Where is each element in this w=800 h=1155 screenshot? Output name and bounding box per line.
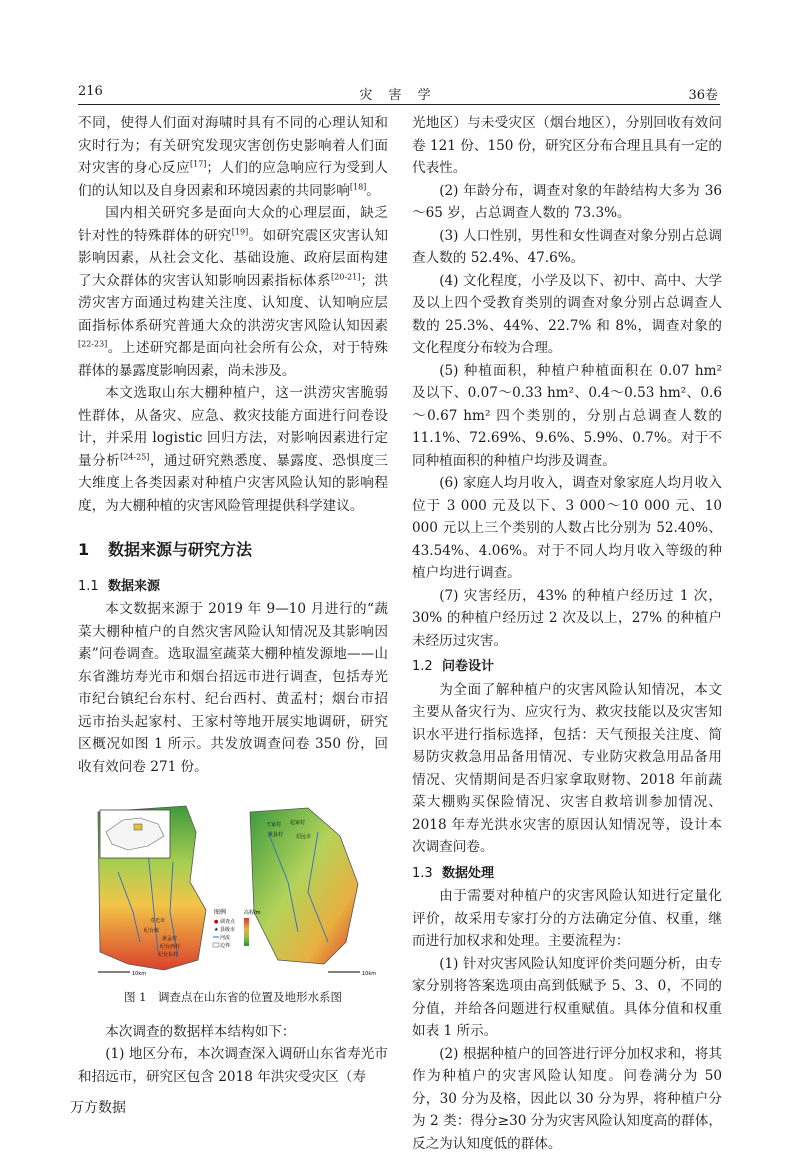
left-column — [78, 112, 388, 1088]
legend-item: 县级市 — [220, 926, 235, 933]
paragraph: 本文选取山东大棚种植户，这一洪涝灾害脆弱性群体，从备灾、应急、救灾技能方面进行问卷设计，并采用 logistic 回归方法，对影响因素进行定量分析[24-25]，通过研究熟悉度、暴露度、恐惧度三大维度上各类因素对种植户灾害风险认知的影响程度，为大棚种植的灾害风险管理提供科学建议。 — [78, 382, 388, 517]
running-header — [78, 84, 718, 106]
legend-item: 河流 — [220, 934, 230, 941]
journal-title: 灾 害 学 — [78, 84, 718, 103]
paragraph: 为全面了解种植户的灾害风险认知情况，本文主要从备灾行为、应灾行为、救灾技能以及灾害知识水平进行指标选择，包括：天气预报关注度、简易防灾救急用品备用情况、专业防灾救急用品备用情况、灾情期间是否归家拿取财物、2018 年前蔬菜大棚购买保险情况、灾害自救培训参加情况、2018 年寿光洪水灾害的原因认知情况等，设计本次调查问卷。 — [412, 679, 722, 859]
place-label: 招远市 — [296, 833, 311, 840]
scale-label: 10km — [362, 971, 376, 977]
paragraph: (3) 人口性别，男性和女性调查对象分别占总调查人数的 52.4%、47.6%。 — [412, 225, 722, 270]
place-label: 黄孟村 — [162, 935, 177, 942]
elevation-label: 高程/m — [244, 909, 261, 916]
place-label: 黄县村 — [268, 831, 283, 838]
place-label: 纪台西村 — [160, 943, 180, 950]
paragraph: 光地区）与未受灾区（烟台地区），分别回收有效问卷 121 份、150 份，研究区分布合理且具有一定的代表性。 — [412, 112, 722, 180]
paragraph: (2) 根据种植户的回答进行评分加权求和，将其作为种植户的灾害风险认知度。问卷满分为 50 分，30 分为及格，因此以 30 分为界，将种植户分为 2 类：得分≥30 分为灾害风险认知度高的群体，反之为认知度低的群体。 — [412, 1043, 722, 1155]
citation[interactable]: [24-25] — [120, 452, 149, 461]
paragraph: 由于需要对种植户的灾害风险认知进行定量化评价，故采用专家打分的方法确定分值、权重，继而进行加权求和处理。主要流程为： — [412, 885, 722, 953]
paragraph: (1) 针对灾害风险认知度评价类问题分析，由专家分别将答案选项由高到低赋予 5、3、0，不同的分值，并给各问题进行权重赋值。具体分值和权重如表 1 所示。 — [412, 953, 722, 1043]
paragraph: (7) 灾害经历，43% 的种植户经历过 1 次，30% 的种植户经历过 2 次及以上，27% 的种植户未经历过灾害。 — [412, 585, 722, 653]
citation[interactable]: [22-23] — [78, 339, 107, 348]
legend-item: 调查点 — [220, 918, 236, 925]
paragraph: (6) 家庭人均月收入，调查对象家庭人均月收入位于 3 000 元及以下、3 000～10 000 元、10 000 元以上三个类别的人数占比分别为 52.40%、43.54%、4.06%。对于不同人均月收入等级的种植户均进行调查。 — [412, 472, 722, 585]
zhaoyuan-map — [250, 808, 358, 964]
study-area-map — [78, 792, 388, 982]
right-column — [412, 112, 722, 1155]
figure-caption: 图 1 调查点在山东省的位置及地形水系图 — [78, 986, 388, 1009]
citation[interactable]: [17] — [190, 159, 206, 168]
figure-1 — [78, 792, 388, 982]
citation[interactable]: [20-21] — [331, 272, 360, 281]
figure-legend — [210, 906, 261, 952]
watermark: 万方数据 — [70, 1097, 126, 1117]
page-number: 216 — [78, 84, 103, 99]
paragraph: 本文数据来源于 2019 年 9—10 月进行的“蔬菜大棚种植户的自然灾害风险认知情况及其影响因素”问卷调查。选取温室蔬菜大棚种植发源地——山东省潍坊寿光市和烟台招远市进行调查，包括寿光市纪台镇纪台东村、纪台西村、黄孟村；烟台市招远市抬头起家村、王家村等地开展实地调研，研究区概况如图 1 所示。共发放调查问卷 350 份，回收有效问卷 271 份。 — [78, 598, 388, 778]
place-label: 王家村 — [266, 821, 281, 828]
place-label: 纪台镇 — [144, 927, 160, 934]
scale-label: 10km — [132, 971, 146, 977]
paragraph: 国内相关研究多是面向大众的心理层面，缺乏针对性的特殊群体的研究[19]。如研究震区灾害认知影响因素，从社会文化、基础设施、政府层面构建了大众群体的灾害认知影响因素指标体系[20-21]；洪涝灾害方面通过构建关注度、认知度、认知响应层面指标体系研究普通大众的洪涝灾害风险认知因素[22-23]。上述研究都是面向社会所有公众，对于特殊群体的暴露度影响因素，尚未涉及。 — [78, 202, 388, 382]
citation[interactable]: [19] — [232, 227, 248, 236]
paragraph: (4) 文化程度，小学及以下、初中、高中、大学及以上四个受教育类别的调查对象分别占总调查人数的 25.3%、44%、22.7% 和 8%，调查对象的文化程度分布较为合理。 — [412, 270, 722, 360]
paragraph: 本次调查的数据样本结构如下： — [78, 1021, 388, 1044]
subsection-heading: 1.2 问卷设计 — [412, 656, 722, 679]
header-rule — [78, 104, 720, 105]
paragraph: (2) 年龄分布，调查对象的年龄结构大多为 36 ～65 岁，占总调查人数的 73.3%。 — [412, 180, 722, 225]
legend-item: 边界 — [220, 942, 230, 949]
shouguang-map — [98, 806, 206, 970]
paragraph: (1) 地区分布，本次调查深入调研山东省寿光市和招远市，研究区包含 2018 年洪灾受灾区（寿 — [78, 1043, 388, 1088]
svg-text:★: ★ — [214, 927, 219, 933]
legend-title: 图例 — [214, 908, 226, 916]
scale-bars — [98, 971, 376, 977]
section-heading: 1 数据来源与研究方法 — [78, 539, 388, 562]
subsection-heading: 1.3 数据处理 — [412, 863, 722, 886]
citation[interactable]: [18] — [350, 182, 366, 191]
place-label: 寿光市 — [150, 917, 165, 924]
svg-text:●: ● — [214, 919, 219, 925]
paragraph: 不同，使得人们面对海啸时具有不同的心理认知和灾时行为；有关研究发现灾害创伤史影响着人们面对灾害的身心反应[17]；人们的应急响应行为受到人们的认知以及自身因素和环境因素的共同影响[18]。 — [78, 112, 388, 202]
place-label: 起家村 — [290, 819, 305, 826]
subsection-heading: 1.1 数据来源 — [78, 576, 388, 599]
paragraph: (5) 种植面积，种植户种植面积在 0.07 hm² 及以下、0.07～0.33 hm²、0.4～0.53 hm²、0.6～0.67 hm² 四个类别的，分别占总调查人数的 11.1%、72.69%、9.6%、5.9%、0.7%。对于不同种植面积的种植户均涉及调查。 — [412, 360, 722, 473]
volume-label: 36卷 — [688, 84, 718, 103]
place-label: 纪台东村 — [158, 951, 178, 958]
